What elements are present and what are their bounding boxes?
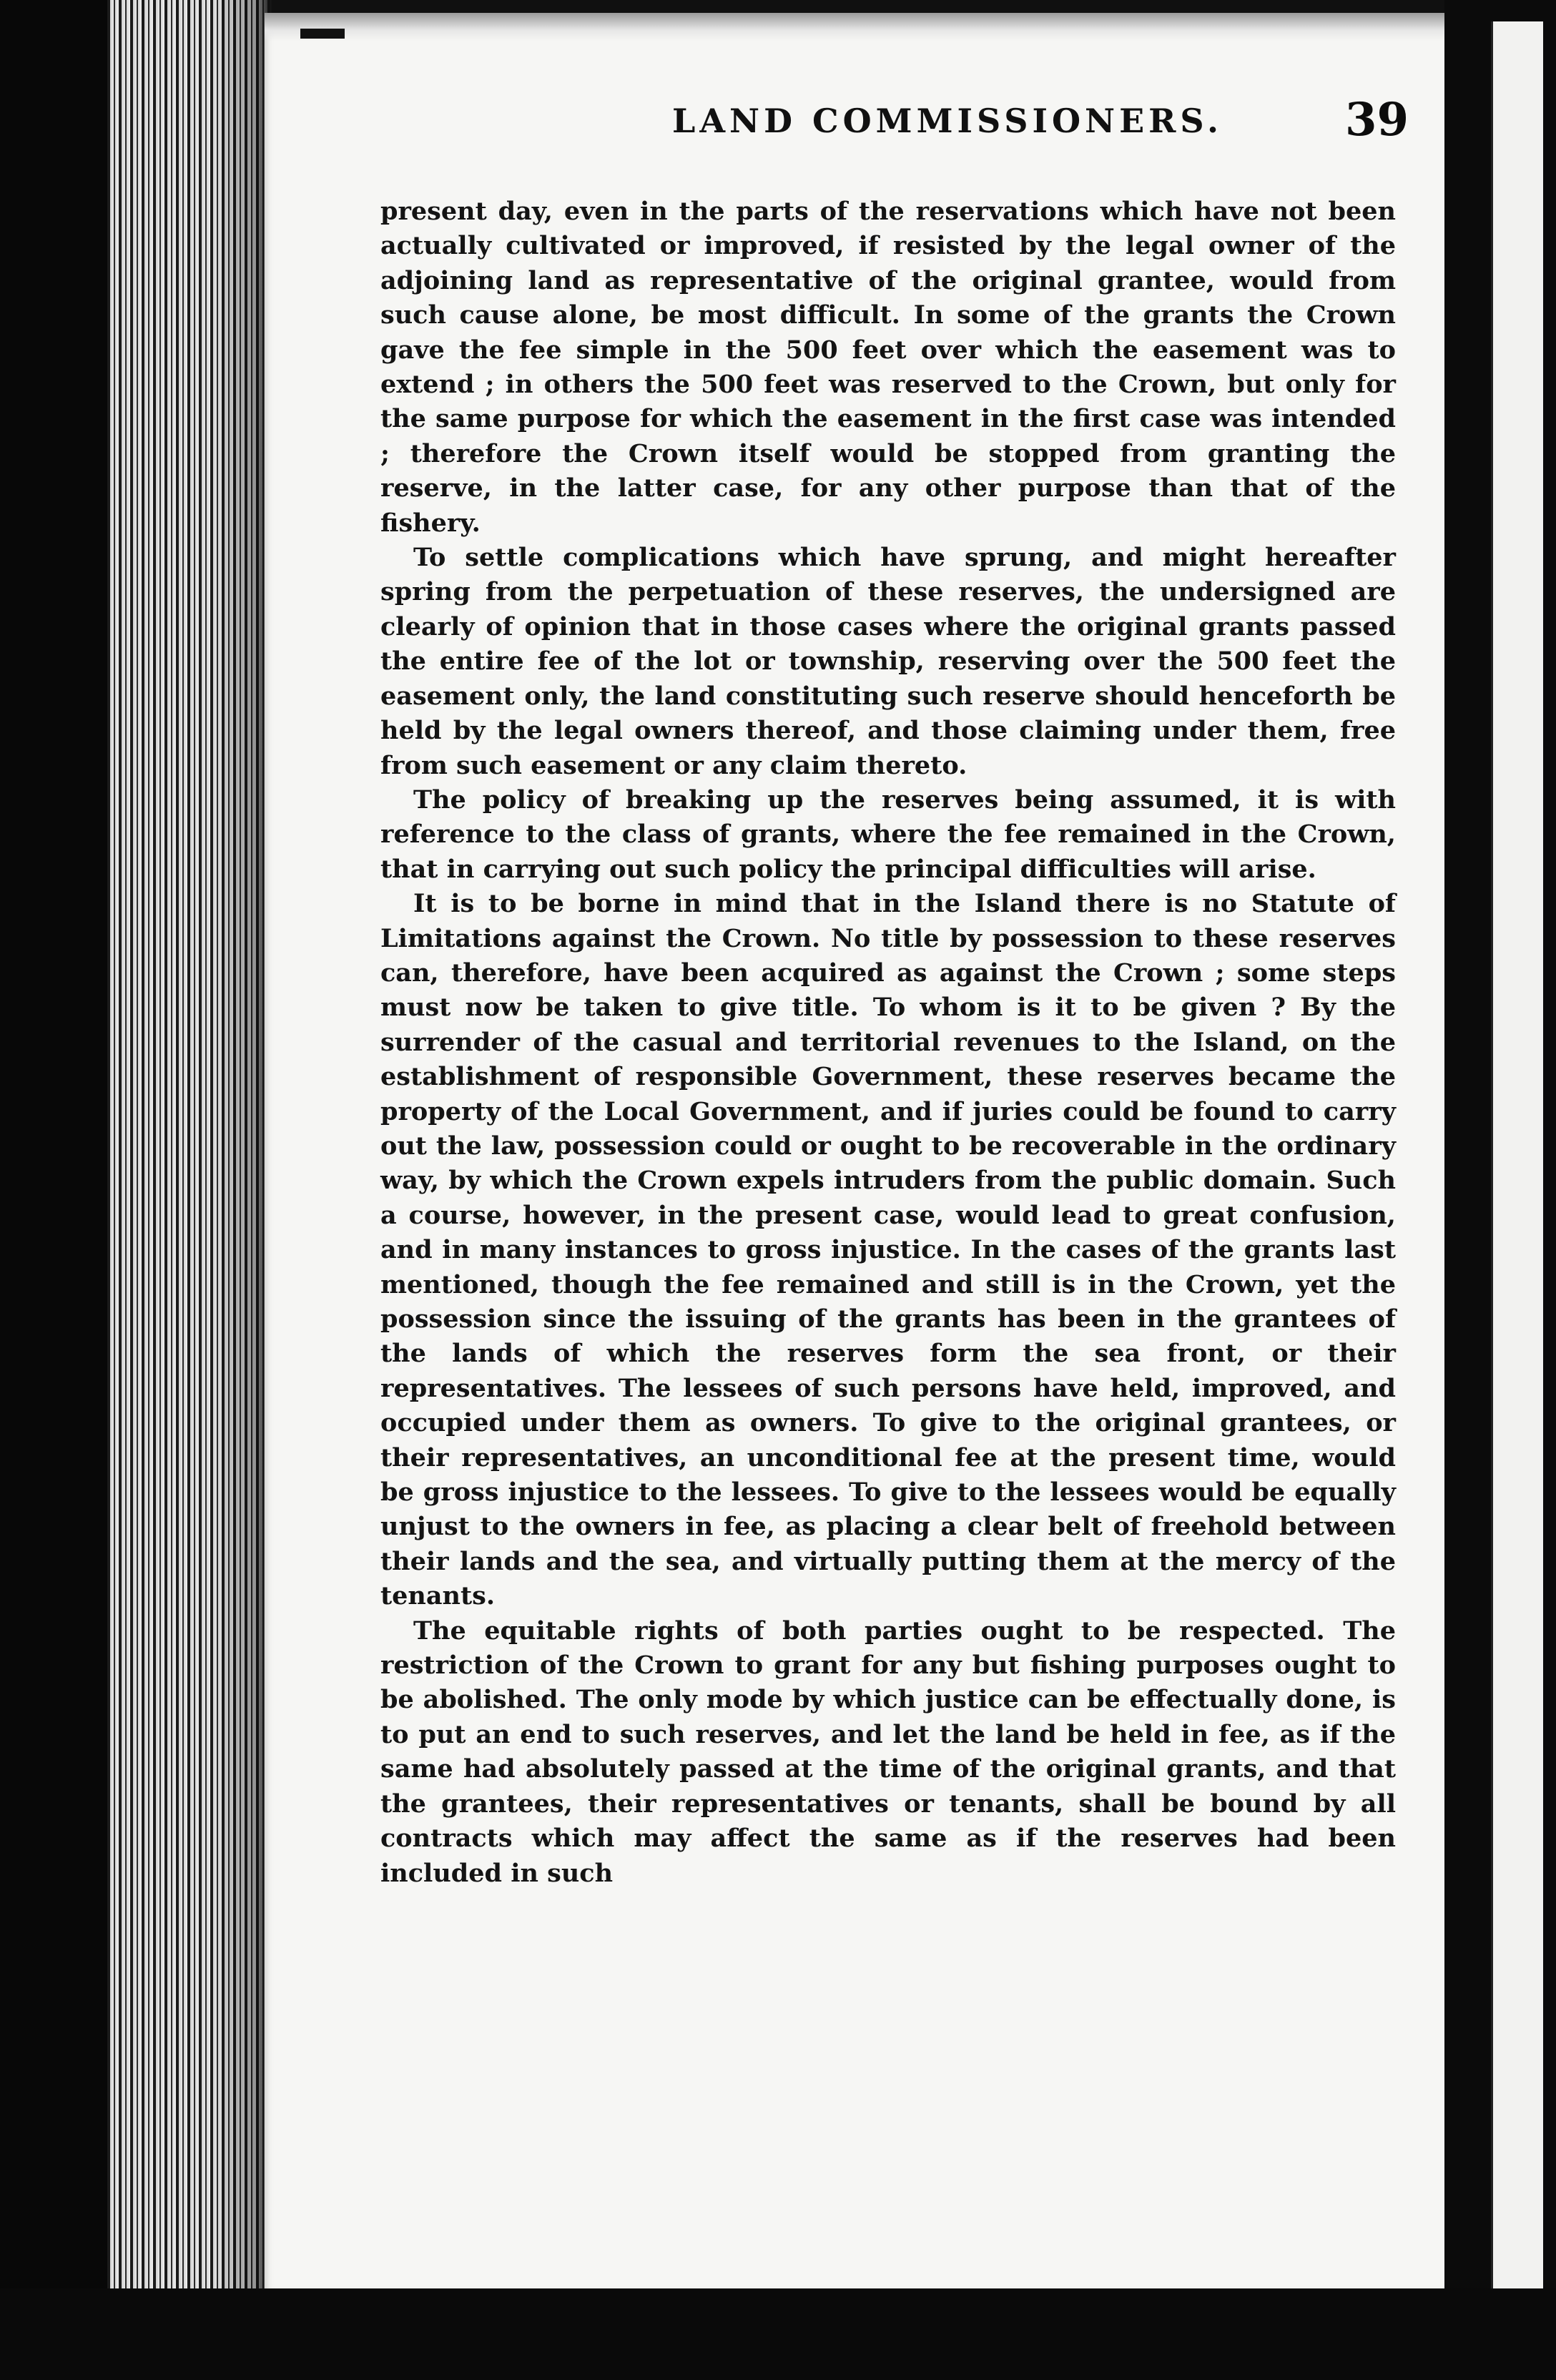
page-header bbox=[372, 93, 1409, 150]
paragraph: To settle complications which have sprung, and might hereafter spring from the perpetuation of these reserves, the undersigned are clearly of opinion that in those cases where the original grants passed the entire fee of the lot or township, reserving over the 500 feet the easement only, the land constituting such reserve should henceforth be held by the legal owners thereof, and those claiming under them, free from such easement or any claim thereto. bbox=[380, 543, 1396, 780]
paragraph: The policy of breaking up the reserves being assumed, it is with reference to the class of grants, where the fee remained in the Crown, that in carrying out such policy the principal difficulties will arise. bbox=[380, 785, 1396, 884]
page-number: 39 bbox=[1344, 93, 1409, 147]
page-top-shade bbox=[265, 13, 1480, 41]
paragraph: It is to be borne in mind that in the Island there is no Statute of Limitations against the Crown. No title by possession to these reserves can, therefore, have been acquired as against the Crown ; some steps must now be taken to give title. To whom is it to be given ? By the surrender of the casual and territorial revenues to the Island, on the establishment of responsible Government, these reserves became the property of the Local Government, and if juries could be found to carry out the law, possession could or ought to be recoverable in the ordinary way, by which the Crown expels intruders from the public domain. Such a course, however, in the present case, would lead to great confusion, and in many instances to gross injustice. In the cases of the grants last mentioned, though the fee remained and still is in the Crown, yet the possession since the issuing of the grants has been in the grantees of the lands of which the reserves form the sea front, or their representatives. The lessees of such persons have held, improved, and occupied under them as owners. To give to the original grantees, or their representatives, an unconditional fee at the present time, would be gross injustice to the lessees. To give to the lessees would be equally unjust to the owners in fee, as placing a clear belt of freehold between their lands and the sea, and virtually putting them at the mercy of the tenants. bbox=[380, 889, 1396, 1611]
spine-shadow bbox=[215, 0, 272, 2380]
paragraph: The equitable rights of both parties ought to be respected. The restriction of the Crown to grant for any but fishing purposes ought to be abolished. The only mode by which justice can be effectually done, is to put an end to such reserves, and let the land be held in fee, as if the same had absolutely passed at the time of the original grants, and that the grantees, their representatives or tenants, shall be bound by all contracts which may affect the same as if the reserves had been included in such bbox=[380, 1616, 1396, 1888]
running-title: LAND COMMISSIONERS. bbox=[672, 102, 1223, 140]
scan-margin-bottom bbox=[0, 2288, 1556, 2380]
page-corner-mark bbox=[300, 29, 345, 39]
next-page-edge bbox=[1491, 21, 1543, 2310]
paragraph: present day, even in the parts of the reservations which have not been actually cultivated or improved, if resisted by the legal owner of the adjoining land as representative of the original grantee, would from such cause alone, be most difficult. In some of the grants the Crown gave the fee simple in the 500 feet over which the easement was to extend ; in others the 500 feet was reserved to the Crown, but only for the same purpose for which the easement in the first case was intended ; therefore the Crown itself would be stopped from granting the reserve, in the latter case, for any other purpose than that of the fishery. bbox=[380, 197, 1396, 538]
body-text bbox=[380, 195, 1396, 1891]
scan-margin-left bbox=[0, 0, 107, 2380]
